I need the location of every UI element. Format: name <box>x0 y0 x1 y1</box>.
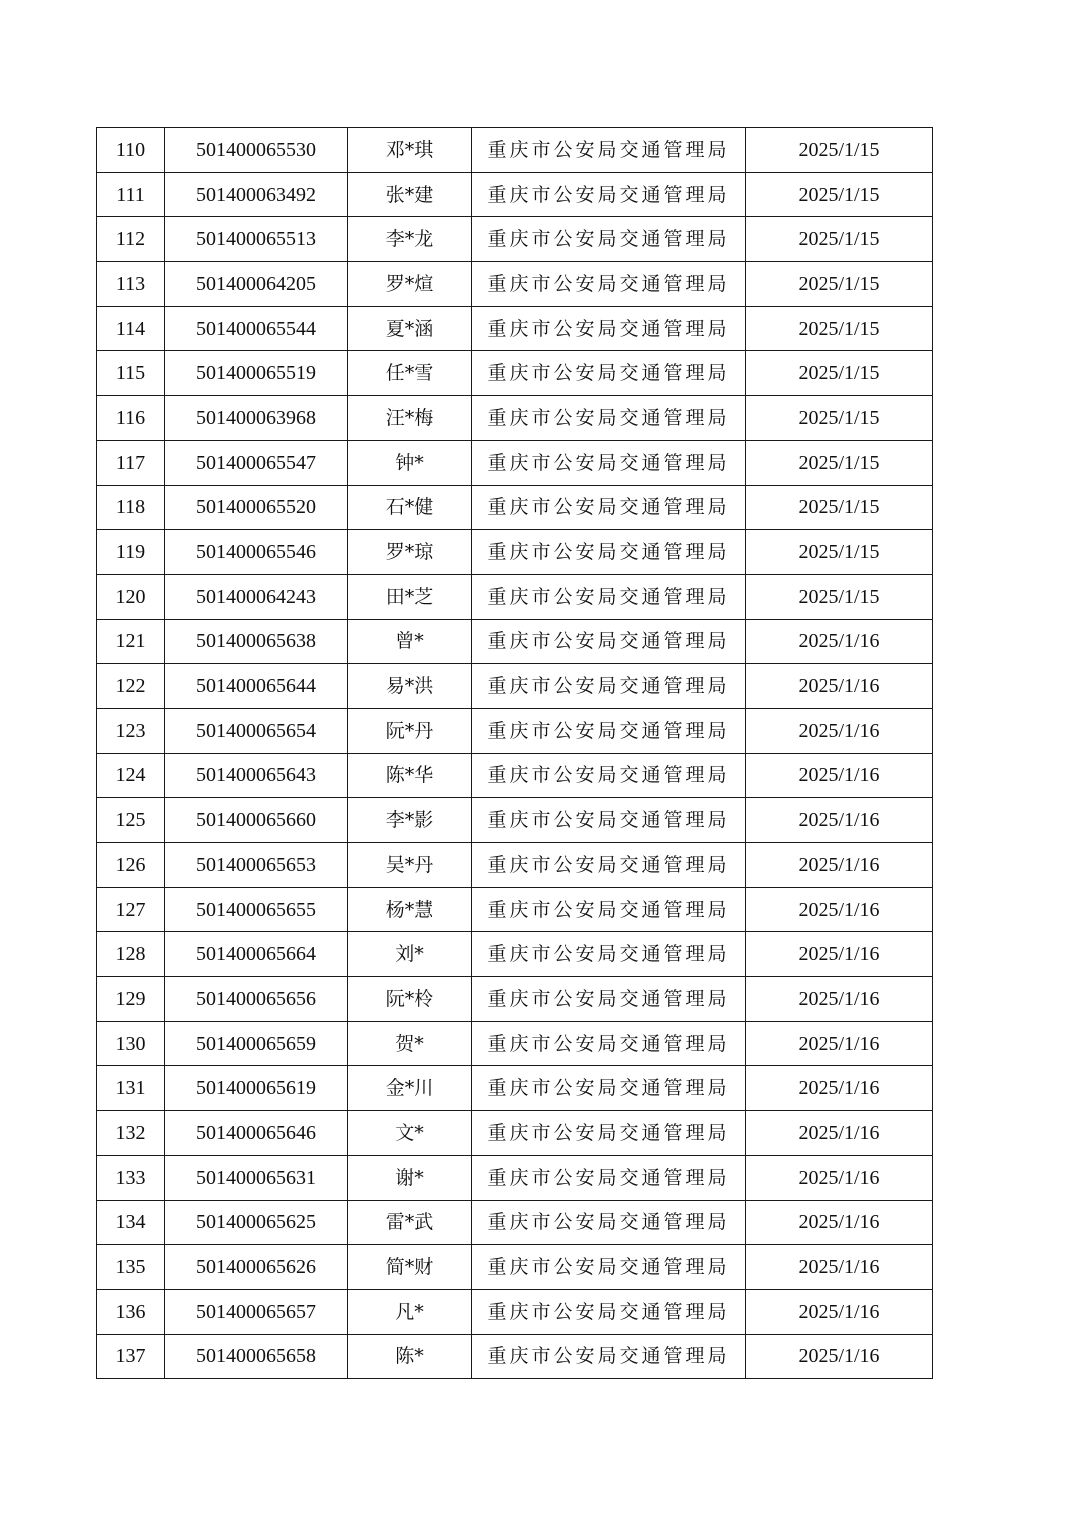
table-row <box>97 664 933 709</box>
table-row <box>97 1155 933 1200</box>
certificate-number-cell: 501400065631 <box>165 1155 348 1200</box>
name-cell: 夏*涵 <box>348 306 472 351</box>
table-row <box>97 619 933 664</box>
row-number-cell: 121 <box>97 619 165 664</box>
name-cell: 凡* <box>348 1289 472 1334</box>
table-row <box>97 977 933 1022</box>
table-row <box>97 128 933 173</box>
table-row <box>97 708 933 753</box>
issuing-authority-cell: 重庆市公安局交通管理局 <box>472 708 746 753</box>
name-cell: 谢* <box>348 1155 472 1200</box>
issuing-authority-cell: 重庆市公安局交通管理局 <box>472 1200 746 1245</box>
row-number-cell: 134 <box>97 1200 165 1245</box>
certificate-number-cell: 501400065643 <box>165 753 348 798</box>
table-row <box>97 1021 933 1066</box>
row-number-cell: 117 <box>97 440 165 485</box>
certificate-number-cell: 501400065657 <box>165 1289 348 1334</box>
issuing-authority-cell: 重庆市公安局交通管理局 <box>472 1334 746 1379</box>
certificate-number-cell: 501400065546 <box>165 530 348 575</box>
issuing-authority-cell: 重庆市公安局交通管理局 <box>472 485 746 530</box>
name-cell: 李*龙 <box>348 217 472 262</box>
date-cell: 2025/1/16 <box>746 1334 933 1379</box>
date-cell: 2025/1/15 <box>746 396 933 441</box>
row-number-cell: 120 <box>97 574 165 619</box>
certificate-number-cell: 501400065626 <box>165 1245 348 1290</box>
name-cell: 贺* <box>348 1021 472 1066</box>
date-cell: 2025/1/15 <box>746 440 933 485</box>
issuing-authority-cell: 重庆市公安局交通管理局 <box>472 574 746 619</box>
issuing-authority-cell: 重庆市公安局交通管理局 <box>472 664 746 709</box>
certificate-number-cell: 501400065658 <box>165 1334 348 1379</box>
row-number-cell: 114 <box>97 306 165 351</box>
name-cell: 陈*华 <box>348 753 472 798</box>
date-cell: 2025/1/16 <box>746 887 933 932</box>
name-cell: 吴*丹 <box>348 843 472 888</box>
table-row <box>97 306 933 351</box>
issuing-authority-cell: 重庆市公安局交通管理局 <box>472 128 746 173</box>
issuing-authority-cell: 重庆市公安局交通管理局 <box>472 306 746 351</box>
issuing-authority-cell: 重庆市公安局交通管理局 <box>472 977 746 1022</box>
certificate-number-cell: 501400065664 <box>165 932 348 977</box>
certificate-number-cell: 501400065655 <box>165 887 348 932</box>
row-number-cell: 125 <box>97 798 165 843</box>
date-cell: 2025/1/16 <box>746 932 933 977</box>
date-cell: 2025/1/15 <box>746 485 933 530</box>
name-cell: 钟* <box>348 440 472 485</box>
date-cell: 2025/1/16 <box>746 708 933 753</box>
row-number-cell: 131 <box>97 1066 165 1111</box>
issuing-authority-cell: 重庆市公安局交通管理局 <box>472 1066 746 1111</box>
date-cell: 2025/1/16 <box>746 798 933 843</box>
name-cell: 石*健 <box>348 485 472 530</box>
date-cell: 2025/1/15 <box>746 262 933 307</box>
row-number-cell: 132 <box>97 1111 165 1156</box>
table-row <box>97 932 933 977</box>
table-row <box>97 217 933 262</box>
issuing-authority-cell: 重庆市公安局交通管理局 <box>472 217 746 262</box>
certificate-number-cell: 501400065638 <box>165 619 348 664</box>
certificate-number-cell: 501400063968 <box>165 396 348 441</box>
row-number-cell: 111 <box>97 172 165 217</box>
table-row <box>97 1111 933 1156</box>
name-cell: 易*洪 <box>348 664 472 709</box>
certificate-number-cell: 501400065544 <box>165 306 348 351</box>
certificate-number-cell: 501400065520 <box>165 485 348 530</box>
row-number-cell: 112 <box>97 217 165 262</box>
table-row <box>97 887 933 932</box>
table-row <box>97 440 933 485</box>
name-cell: 刘* <box>348 932 472 977</box>
date-cell: 2025/1/15 <box>746 351 933 396</box>
table-row <box>97 351 933 396</box>
row-number-cell: 115 <box>97 351 165 396</box>
certificate-number-cell: 501400064205 <box>165 262 348 307</box>
table-row <box>97 1289 933 1334</box>
name-cell: 曾* <box>348 619 472 664</box>
date-cell: 2025/1/15 <box>746 172 933 217</box>
date-cell: 2025/1/16 <box>746 1155 933 1200</box>
row-number-cell: 123 <box>97 708 165 753</box>
date-cell: 2025/1/15 <box>746 306 933 351</box>
table-row <box>97 396 933 441</box>
date-cell: 2025/1/15 <box>746 530 933 575</box>
certificate-number-cell: 501400065646 <box>165 1111 348 1156</box>
name-cell: 张*建 <box>348 172 472 217</box>
issuing-authority-cell: 重庆市公安局交通管理局 <box>472 619 746 664</box>
row-number-cell: 122 <box>97 664 165 709</box>
table-row <box>97 172 933 217</box>
date-cell: 2025/1/15 <box>746 128 933 173</box>
date-cell: 2025/1/16 <box>746 753 933 798</box>
certificate-number-cell: 501400065519 <box>165 351 348 396</box>
issuing-authority-cell: 重庆市公安局交通管理局 <box>472 1289 746 1334</box>
name-cell: 阮*柃 <box>348 977 472 1022</box>
row-number-cell: 129 <box>97 977 165 1022</box>
date-cell: 2025/1/16 <box>746 1289 933 1334</box>
row-number-cell: 116 <box>97 396 165 441</box>
table-row <box>97 1066 933 1111</box>
date-cell: 2025/1/15 <box>746 574 933 619</box>
table-row <box>97 798 933 843</box>
row-number-cell: 113 <box>97 262 165 307</box>
row-number-cell: 127 <box>97 887 165 932</box>
row-number-cell: 128 <box>97 932 165 977</box>
date-cell: 2025/1/16 <box>746 1111 933 1156</box>
name-cell: 邓*琪 <box>348 128 472 173</box>
name-cell: 金*川 <box>348 1066 472 1111</box>
certificate-number-cell: 501400065659 <box>165 1021 348 1066</box>
issuing-authority-cell: 重庆市公安局交通管理局 <box>472 887 746 932</box>
row-number-cell: 126 <box>97 843 165 888</box>
certificate-number-cell: 501400063492 <box>165 172 348 217</box>
table-row <box>97 1200 933 1245</box>
certificate-number-cell: 501400065619 <box>165 1066 348 1111</box>
name-cell: 罗*煊 <box>348 262 472 307</box>
name-cell: 雷*武 <box>348 1200 472 1245</box>
issuing-authority-cell: 重庆市公安局交通管理局 <box>472 798 746 843</box>
date-cell: 2025/1/16 <box>746 977 933 1022</box>
issuing-authority-cell: 重庆市公安局交通管理局 <box>472 440 746 485</box>
table-row <box>97 753 933 798</box>
row-number-cell: 137 <box>97 1334 165 1379</box>
name-cell: 杨*慧 <box>348 887 472 932</box>
name-cell: 文* <box>348 1111 472 1156</box>
date-cell: 2025/1/16 <box>746 619 933 664</box>
issuing-authority-cell: 重庆市公安局交通管理局 <box>472 1111 746 1156</box>
issuing-authority-cell: 重庆市公安局交通管理局 <box>472 396 746 441</box>
issuing-authority-cell: 重庆市公安局交通管理局 <box>472 1155 746 1200</box>
name-cell: 简*财 <box>348 1245 472 1290</box>
issuing-authority-cell: 重庆市公安局交通管理局 <box>472 530 746 575</box>
certificate-number-cell: 501400065530 <box>165 128 348 173</box>
certificate-number-cell: 501400065513 <box>165 217 348 262</box>
table-row <box>97 1334 933 1379</box>
row-number-cell: 136 <box>97 1289 165 1334</box>
name-cell: 田*芝 <box>348 574 472 619</box>
row-number-cell: 130 <box>97 1021 165 1066</box>
certificate-number-cell: 501400065653 <box>165 843 348 888</box>
name-cell: 李*影 <box>348 798 472 843</box>
date-cell: 2025/1/16 <box>746 664 933 709</box>
certificate-number-cell: 501400065654 <box>165 708 348 753</box>
certificate-number-cell: 501400065547 <box>165 440 348 485</box>
table-row <box>97 574 933 619</box>
issuing-authority-cell: 重庆市公安局交通管理局 <box>472 351 746 396</box>
records-table <box>96 127 933 1379</box>
row-number-cell: 124 <box>97 753 165 798</box>
name-cell: 阮*丹 <box>348 708 472 753</box>
date-cell: 2025/1/16 <box>746 1245 933 1290</box>
table-row <box>97 485 933 530</box>
certificate-number-cell: 501400065625 <box>165 1200 348 1245</box>
name-cell: 汪*梅 <box>348 396 472 441</box>
date-cell: 2025/1/15 <box>746 217 933 262</box>
table-row <box>97 530 933 575</box>
records-table-body <box>97 128 933 1379</box>
issuing-authority-cell: 重庆市公安局交通管理局 <box>472 753 746 798</box>
row-number-cell: 133 <box>97 1155 165 1200</box>
name-cell: 任*雪 <box>348 351 472 396</box>
name-cell: 罗*琼 <box>348 530 472 575</box>
certificate-number-cell: 501400065660 <box>165 798 348 843</box>
date-cell: 2025/1/16 <box>746 1066 933 1111</box>
name-cell: 陈* <box>348 1334 472 1379</box>
certificate-number-cell: 501400065656 <box>165 977 348 1022</box>
row-number-cell: 135 <box>97 1245 165 1290</box>
row-number-cell: 118 <box>97 485 165 530</box>
row-number-cell: 110 <box>97 128 165 173</box>
issuing-authority-cell: 重庆市公安局交通管理局 <box>472 843 746 888</box>
date-cell: 2025/1/16 <box>746 843 933 888</box>
issuing-authority-cell: 重庆市公安局交通管理局 <box>472 1245 746 1290</box>
certificate-number-cell: 501400065644 <box>165 664 348 709</box>
date-cell: 2025/1/16 <box>746 1200 933 1245</box>
table-row <box>97 843 933 888</box>
table-row <box>97 1245 933 1290</box>
date-cell: 2025/1/16 <box>746 1021 933 1066</box>
certificate-number-cell: 501400064243 <box>165 574 348 619</box>
issuing-authority-cell: 重庆市公安局交通管理局 <box>472 932 746 977</box>
issuing-authority-cell: 重庆市公安局交通管理局 <box>472 262 746 307</box>
table-row <box>97 262 933 307</box>
issuing-authority-cell: 重庆市公安局交通管理局 <box>472 1021 746 1066</box>
row-number-cell: 119 <box>97 530 165 575</box>
issuing-authority-cell: 重庆市公安局交通管理局 <box>472 172 746 217</box>
